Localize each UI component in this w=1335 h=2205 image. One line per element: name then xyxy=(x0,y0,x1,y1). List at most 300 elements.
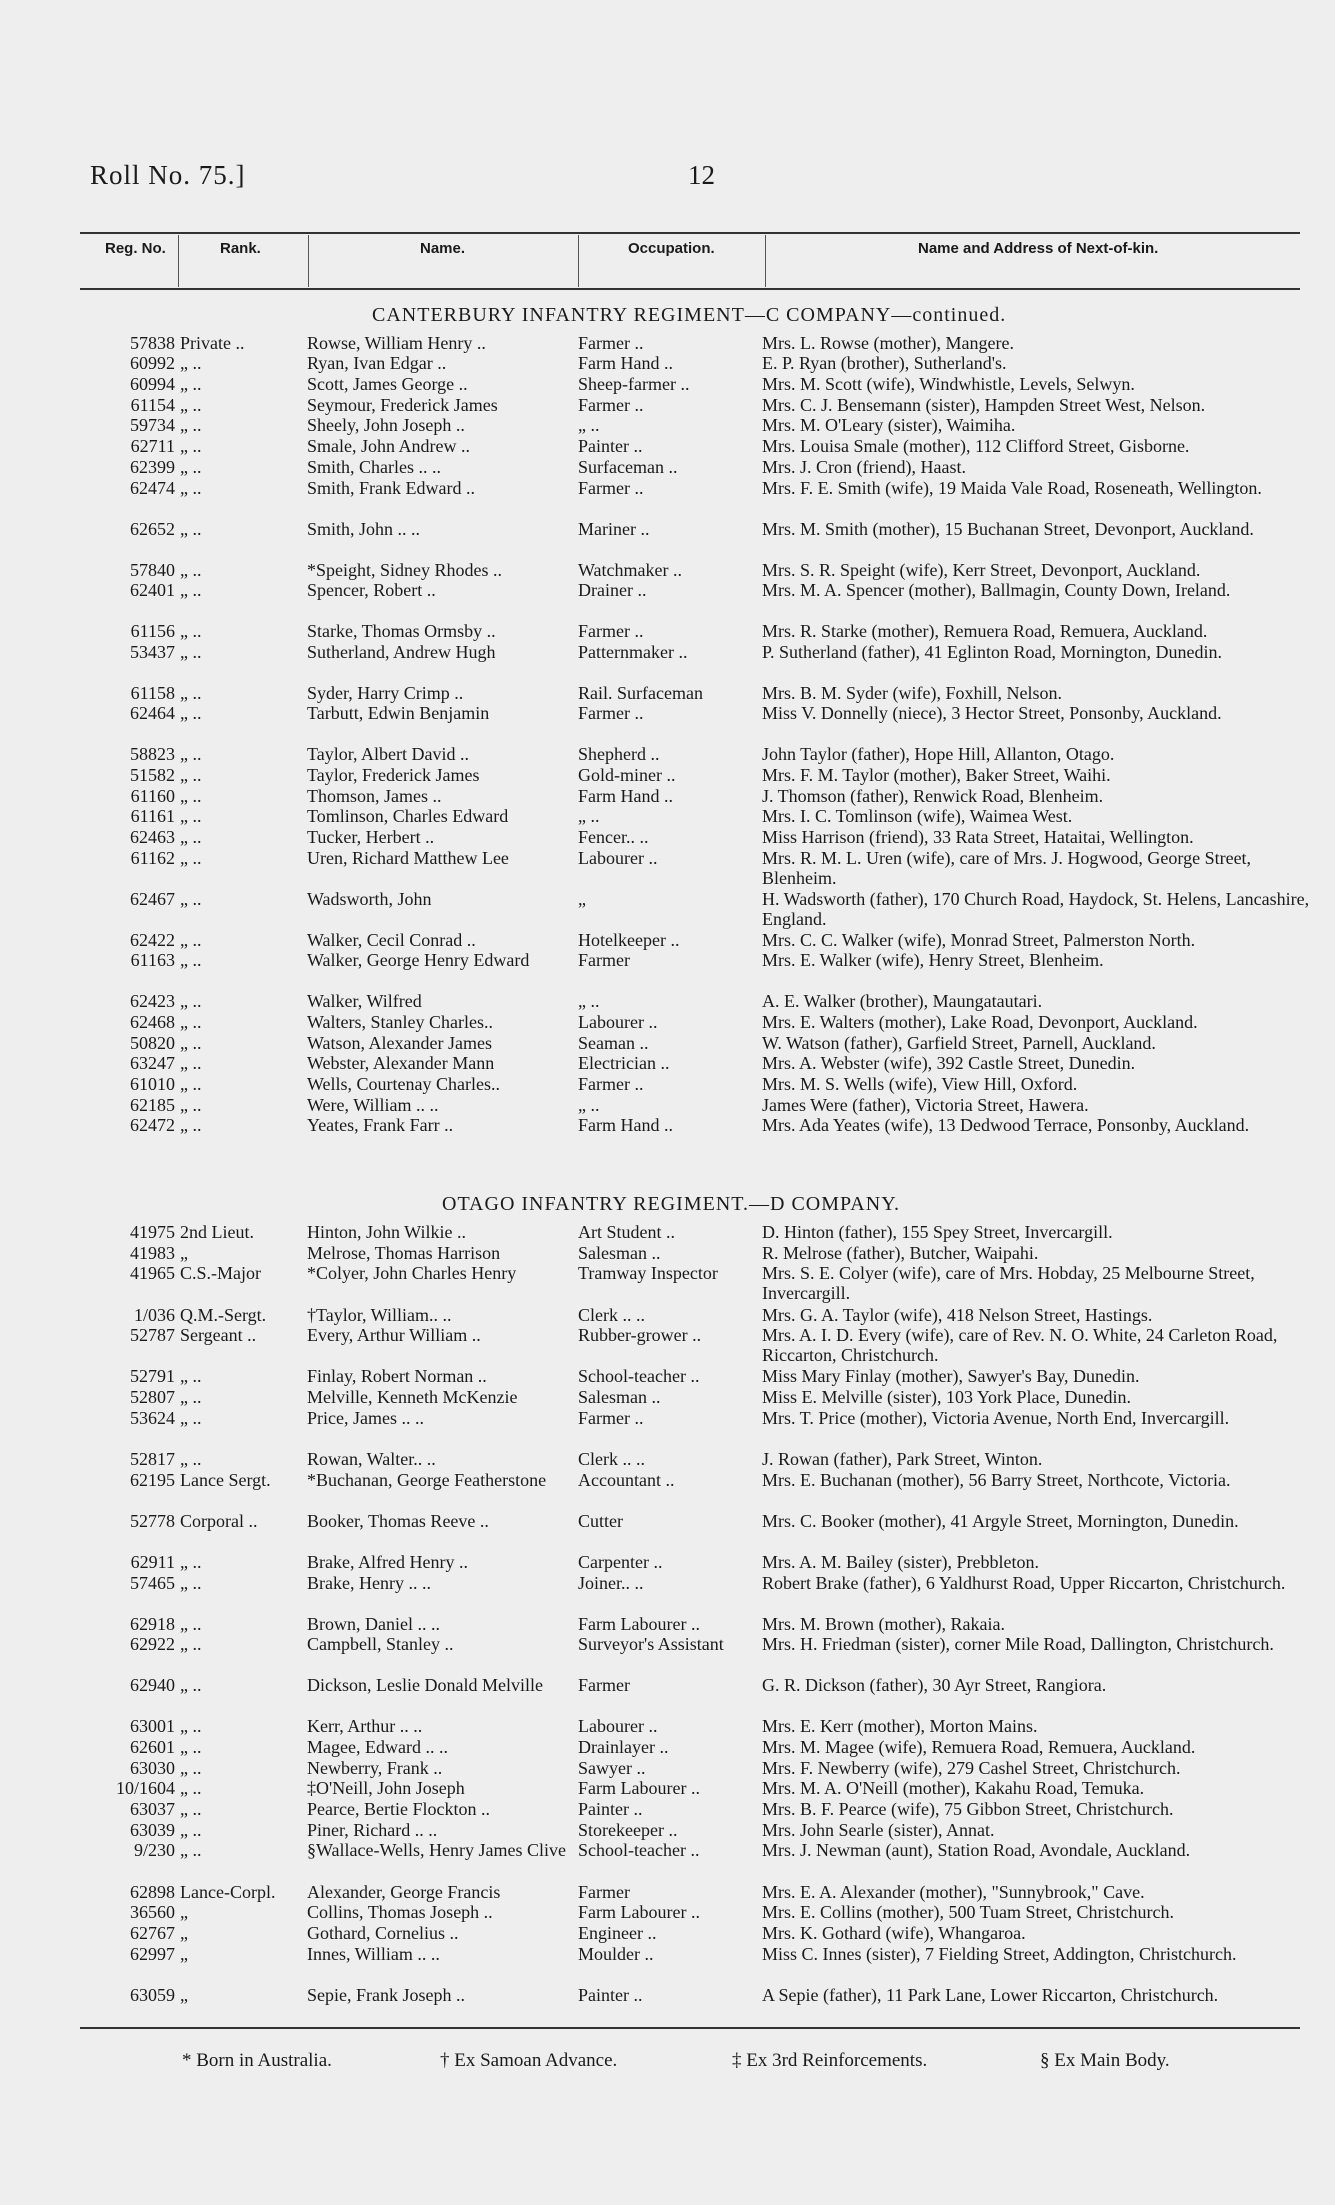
reg-number: 41975 xyxy=(130,1222,175,1242)
soldier-name: Starke, Thomas Ormsby .. xyxy=(307,621,496,641)
rank: „ .. xyxy=(180,889,202,909)
reg-number: 61160 xyxy=(130,786,175,806)
reg-number: 62601 xyxy=(130,1737,175,1757)
reg-number: 62922 xyxy=(130,1634,175,1654)
soldier-name: Melrose, Thomas Harrison xyxy=(307,1243,501,1263)
reg-number: 52807 xyxy=(130,1387,175,1407)
next-of-kin: J. Thomson (father), Renwick Road, Blenheim. xyxy=(762,786,1104,806)
reg-number: 62940 xyxy=(130,1675,175,1695)
occupation: Farmer xyxy=(578,1882,630,1902)
next-of-kin: E. P. Ryan (brother), Sutherland's. xyxy=(762,353,1007,373)
occupation: Hotelkeeper .. xyxy=(578,930,680,950)
soldier-name: Watson, Alexander James xyxy=(307,1033,493,1053)
reg-number: 52817 xyxy=(130,1449,175,1469)
rank: „ .. xyxy=(180,1449,202,1469)
soldier-name: Walker, George Henry Edward xyxy=(307,950,530,970)
rank: „ .. xyxy=(180,1840,202,1860)
soldier-name: Syder, Harry Crimp .. xyxy=(307,683,464,703)
next-of-kin: Mrs. J. Cron (friend), Haast. xyxy=(762,457,966,477)
rank: „ .. xyxy=(180,1737,202,1757)
reg-number: 36560 xyxy=(130,1902,175,1922)
soldier-name: Were, William .. .. xyxy=(307,1095,439,1115)
occupation: Sawyer .. xyxy=(578,1758,646,1778)
rank: „ .. xyxy=(180,436,202,456)
next-of-kin: H. Wadsworth (father), 170 Church Road, Haydock, St. Helens, Lancashire, England. xyxy=(762,889,1310,929)
rank: „ .. xyxy=(180,1716,202,1736)
soldier-name: Smith, John .. .. xyxy=(307,519,421,539)
rank: Corporal .. xyxy=(180,1511,258,1531)
soldier-name: Gothard, Cornelius .. xyxy=(307,1923,459,1943)
occupation: Storekeeper .. xyxy=(578,1820,678,1840)
section-title-otago: OTAGO INFANTRY REGIMENT.—D COMPANY. xyxy=(442,1193,901,1215)
rank: Sergeant .. xyxy=(180,1325,257,1345)
soldier-name: Taylor, Frederick James xyxy=(307,765,480,785)
rank: „ .. xyxy=(180,786,202,806)
occupation: Farmer xyxy=(578,950,630,970)
soldier-name: Pearce, Bertie Flockton .. xyxy=(307,1799,490,1819)
soldier-name: Tucker, Herbert .. xyxy=(307,827,435,847)
rank: „ .. xyxy=(180,1573,202,1593)
soldier-name: Campbell, Stanley .. xyxy=(307,1634,454,1654)
reg-number: 57840 xyxy=(130,560,175,580)
rank: „ .. xyxy=(180,765,202,785)
occupation: Accountant .. xyxy=(578,1470,675,1490)
soldier-name: Wadsworth, John xyxy=(307,889,432,909)
reg-number: 62898 xyxy=(130,1882,175,1902)
rank: „ .. xyxy=(180,1387,202,1407)
next-of-kin: Miss C. Innes (sister), 7 Fielding Street, Addington, Christchurch. xyxy=(762,1944,1237,1964)
soldier-name: Finlay, Robert Norman .. xyxy=(307,1366,487,1386)
next-of-kin: Miss Harrison (friend), 33 Rata Street, Hataitai, Wellington. xyxy=(762,827,1194,847)
rank: „ .. xyxy=(180,1095,202,1115)
soldier-name: Piner, Richard .. .. xyxy=(307,1820,438,1840)
rank: Q.M.-Sergt. xyxy=(180,1305,267,1325)
soldier-name: *Speight, Sidney Rhodes .. xyxy=(307,560,503,580)
soldier-name: Ryan, Ivan Edgar .. xyxy=(307,353,447,373)
rank: C.S.-Major xyxy=(180,1263,261,1283)
rank: „ .. xyxy=(180,415,202,435)
soldier-name: Smith, Charles .. .. xyxy=(307,457,441,477)
next-of-kin: Mrs. F. Newberry (wife), 279 Cashel Street, Christchurch. xyxy=(762,1758,1181,1778)
reg-number: 62918 xyxy=(130,1614,175,1634)
next-of-kin: Robert Brake (father), 6 Yaldhurst Road, Upper Riccarton, Christchurch. xyxy=(762,1573,1286,1593)
reg-number: 61154 xyxy=(130,395,175,415)
next-of-kin: Mrs. G. A. Taylor (wife), 418 Nelson Street, Hastings. xyxy=(762,1305,1153,1325)
next-of-kin: Mrs. Louisa Smale (mother), 112 Clifford Street, Gisborne. xyxy=(762,436,1190,456)
next-of-kin: Miss V. Donnelly (niece), 3 Hector Street, Ponsonby, Auckland. xyxy=(762,703,1222,723)
occupation: Farmer .. xyxy=(578,333,644,353)
reg-number: 62997 xyxy=(130,1944,175,1964)
next-of-kin: Mrs. H. Friedman (sister), corner Mile Road, Dallington, Christchurch. xyxy=(762,1634,1274,1654)
next-of-kin: Mrs. M. O'Leary (sister), Waimiha. xyxy=(762,415,1016,435)
next-of-kin: Mrs. A. Webster (wife), 392 Castle Street, Dunedin. xyxy=(762,1053,1136,1073)
reg-number: 61156 xyxy=(130,621,175,641)
rank: „ .. xyxy=(180,1799,202,1819)
rank: „ .. xyxy=(180,1634,202,1654)
occupation: Farm Labourer .. xyxy=(578,1614,700,1634)
soldier-name: Booker, Thomas Reeve .. xyxy=(307,1511,489,1531)
soldier-name: Brake, Alfred Henry .. xyxy=(307,1552,468,1572)
soldier-name: Innes, William .. .. xyxy=(307,1944,440,1964)
reg-number: 62422 xyxy=(130,930,175,950)
next-of-kin: Mrs. T. Price (mother), Victoria Avenue, North End, Invercargill. xyxy=(762,1408,1230,1428)
soldier-name: Seymour, Frederick James xyxy=(307,395,498,415)
occupation: Rail. Surfaceman xyxy=(578,683,703,703)
occupation: Farmer .. xyxy=(578,395,644,415)
occupation: Carpenter .. xyxy=(578,1552,663,1572)
reg-number: 61162 xyxy=(130,848,175,868)
reg-number: 51582 xyxy=(130,765,175,785)
soldier-name: Rowse, William Henry .. xyxy=(307,333,486,353)
next-of-kin: Mrs. B. M. Syder (wife), Foxhill, Nelson. xyxy=(762,683,1062,703)
next-of-kin: Mrs. I. C. Tomlinson (wife), Waimea West. xyxy=(762,806,1073,826)
column-divider xyxy=(578,235,579,287)
next-of-kin: Mrs. E. Buchanan (mother), 56 Barry Street, Northcote, Victoria. xyxy=(762,1470,1231,1490)
soldier-name: Walters, Stanley Charles.. xyxy=(307,1012,494,1032)
rank: Private .. xyxy=(180,333,245,353)
occupation: Joiner.. .. xyxy=(578,1573,644,1593)
rank: „ .. xyxy=(180,1074,202,1094)
reg-number: 63247 xyxy=(130,1053,175,1073)
rank: „ .. xyxy=(180,1012,202,1032)
occupation: Labourer .. xyxy=(578,1716,658,1736)
next-of-kin: Mrs. M. A. Spencer (mother), Ballmagin, County Down, Ireland. xyxy=(762,580,1231,600)
occupation: Surfaceman .. xyxy=(578,457,678,477)
soldier-name: Yeates, Frank Farr .. xyxy=(307,1115,454,1135)
occupation: Clerk .. .. xyxy=(578,1449,645,1469)
occupation: School-teacher .. xyxy=(578,1366,700,1386)
reg-number: 62399 xyxy=(130,457,175,477)
column-divider xyxy=(765,235,766,287)
rank: „ .. xyxy=(180,353,202,373)
next-of-kin: W. Watson (father), Garfield Street, Parnell, Auckland. xyxy=(762,1033,1156,1053)
occupation: Farmer .. xyxy=(578,621,644,641)
rank: „ .. xyxy=(180,1053,202,1073)
occupation: Engineer .. xyxy=(578,1923,657,1943)
reg-number: 62474 xyxy=(130,478,175,498)
occupation: Painter .. xyxy=(578,1985,643,2005)
next-of-kin: Mrs. John Searle (sister), Annat. xyxy=(762,1820,995,1840)
rank: „ .. xyxy=(180,1408,202,1428)
next-of-kin: D. Hinton (father), 155 Spey Street, Invercargill. xyxy=(762,1222,1113,1242)
reg-number: 52778 xyxy=(130,1511,175,1531)
occupation: Tramway Inspector xyxy=(578,1263,718,1283)
rank: „ .. xyxy=(180,1366,202,1386)
next-of-kin: Mrs. A. I. D. Every (wife), care of Rev. N. O. White, 24 Carleton Road, Riccarton, Christchurch. xyxy=(762,1325,1278,1365)
next-of-kin: Mrs. C. J. Bensemann (sister), Hampden Street West, Nelson. xyxy=(762,395,1206,415)
rank: „ .. xyxy=(180,457,202,477)
next-of-kin: Mrs. F. M. Taylor (mother), Baker Street, Waihi. xyxy=(762,765,1111,785)
occupation: Gold-miner .. xyxy=(578,765,676,785)
occupation: Cutter xyxy=(578,1511,623,1531)
occupation: Sheep-farmer .. xyxy=(578,374,690,394)
soldier-name: Tomlinson, Charles Edward xyxy=(307,806,509,826)
reg-number: 61161 xyxy=(130,806,175,826)
next-of-kin: Miss E. Melville (sister), 103 York Place, Dunedin. xyxy=(762,1387,1131,1407)
rank: „ .. xyxy=(180,1552,202,1572)
roll-number: Roll No. 75.] xyxy=(90,160,246,190)
next-of-kin: Mrs. F. E. Smith (wife), 19 Maida Vale Road, Roseneath, Wellington. xyxy=(762,478,1262,498)
rank: „ .. xyxy=(180,950,202,970)
header-rule-top xyxy=(80,232,1300,234)
soldier-name: Rowan, Walter.. .. xyxy=(307,1449,436,1469)
soldier-name: Smith, Frank Edward .. xyxy=(307,478,475,498)
next-of-kin: Mrs. M. Magee (wife), Remuera Road, Remuera, Auckland. xyxy=(762,1737,1196,1757)
occupation: Seaman .. xyxy=(578,1033,649,1053)
soldier-name: Uren, Richard Matthew Lee xyxy=(307,848,509,868)
soldier-name: Alexander, George Francis xyxy=(307,1882,501,1902)
occupation: Farmer .. xyxy=(578,1408,644,1428)
footnote-3rd-reinforcements: ‡ Ex 3rd Reinforcements. xyxy=(732,2050,928,2071)
rank: „ .. xyxy=(180,930,202,950)
rank: „ xyxy=(180,1902,188,1922)
next-of-kin: Mrs. R. Starke (mother), Remuera Road, Remuera, Auckland. xyxy=(762,621,1208,641)
next-of-kin: Mrs. M. Brown (mother), Rakaia. xyxy=(762,1614,1005,1634)
next-of-kin: Mrs. E. Walters (mother), Lake Road, Devonport, Auckland. xyxy=(762,1012,1198,1032)
reg-number: 52787 xyxy=(130,1325,175,1345)
rank: „ .. xyxy=(180,478,202,498)
rank: 2nd Lieut. xyxy=(180,1222,254,1242)
rank: „ .. xyxy=(180,806,202,826)
next-of-kin: Mrs. E. Kerr (mother), Morton Mains. xyxy=(762,1716,1038,1736)
reg-number: 62652 xyxy=(130,519,175,539)
occupation: Fencer.. .. xyxy=(578,827,649,847)
occupation: Farm Labourer .. xyxy=(578,1902,700,1922)
reg-number: 57465 xyxy=(130,1573,175,1593)
next-of-kin: Miss Mary Finlay (mother), Sawyer's Bay, Dunedin. xyxy=(762,1366,1140,1386)
rank: „ .. xyxy=(180,519,202,539)
next-of-kin: P. Sutherland (father), 41 Eglinton Road, Mornington, Dunedin. xyxy=(762,642,1222,662)
soldier-name: *Colyer, John Charles Henry xyxy=(307,1263,517,1283)
footnote-main-body: § Ex Main Body. xyxy=(1040,2050,1170,2071)
soldier-name: Spencer, Robert .. xyxy=(307,580,436,600)
soldier-name: Sutherland, Andrew Hugh xyxy=(307,642,496,662)
footer-rule xyxy=(80,2027,1300,2029)
reg-number: 63059 xyxy=(130,1985,175,2005)
occupation: Painter .. xyxy=(578,1799,643,1819)
soldier-name: Dickson, Leslie Donald Melville xyxy=(307,1675,543,1695)
next-of-kin: Mrs. S. E. Colyer (wife), care of Mrs. Hobday, 25 Melbourne Street, Invercargill. xyxy=(762,1263,1255,1303)
occupation: Farmer .. xyxy=(578,478,644,498)
occupation: Farm Labourer .. xyxy=(578,1778,700,1798)
soldier-name: Collins, Thomas Joseph .. xyxy=(307,1902,493,1922)
occupation: Surveyor's Assistant xyxy=(578,1634,724,1654)
soldier-name: ‡O'Neill, John Joseph xyxy=(307,1778,465,1798)
reg-number: 62401 xyxy=(130,580,175,600)
soldier-name: Wells, Courtenay Charles.. xyxy=(307,1074,501,1094)
soldier-name: Hinton, John Wilkie .. xyxy=(307,1222,466,1242)
soldier-name: Every, Arthur William .. xyxy=(307,1325,481,1345)
column-header-occupation: Occupation. xyxy=(628,240,715,257)
occupation: Watchmaker .. xyxy=(578,560,683,580)
rank: „ xyxy=(180,1923,188,1943)
next-of-kin: Mrs. Ada Yeates (wife), 13 Dedwood Terrace, Ponsonby, Auckland. xyxy=(762,1115,1250,1135)
occupation: Salesman .. xyxy=(578,1243,661,1263)
occupation: Electrician .. xyxy=(578,1053,670,1073)
soldier-name: *Buchanan, George Featherstone xyxy=(307,1470,547,1490)
reg-number: 62423 xyxy=(130,991,175,1011)
reg-number: 9/230 xyxy=(133,1840,175,1860)
header-rule-bottom xyxy=(80,288,1300,290)
footnote-born-australia: * Born in Australia. xyxy=(182,2050,332,2071)
rank: „ .. xyxy=(180,560,202,580)
soldier-name: Melville, Kenneth McKenzie xyxy=(307,1387,518,1407)
rank: „ .. xyxy=(180,1820,202,1840)
column-header-next-of-kin: Name and Address of Next-of-kin. xyxy=(918,240,1159,257)
occupation: Farm Hand .. xyxy=(578,1115,673,1135)
reg-number: 50820 xyxy=(130,1033,175,1053)
reg-number: 61163 xyxy=(130,950,175,970)
column-divider xyxy=(308,235,309,287)
occupation: Salesman .. xyxy=(578,1387,661,1407)
reg-number: 62467 xyxy=(130,889,175,909)
rank: „ .. xyxy=(180,374,202,394)
reg-number: 61158 xyxy=(130,683,175,703)
occupation: Labourer .. xyxy=(578,1012,658,1032)
occupation: „ .. xyxy=(578,806,600,826)
next-of-kin: Mrs. L. Rowse (mother), Mangere. xyxy=(762,333,1014,353)
occupation: Clerk .. .. xyxy=(578,1305,645,1325)
occupation: Farmer .. xyxy=(578,703,644,723)
soldier-name: Webster, Alexander Mann xyxy=(307,1053,495,1073)
reg-number: 1/036 xyxy=(133,1305,175,1325)
soldier-name: Brake, Henry .. .. xyxy=(307,1573,431,1593)
next-of-kin: Mrs. S. R. Speight (wife), Kerr Street, Devonport, Auckland. xyxy=(762,560,1201,580)
occupation: „ .. xyxy=(578,991,600,1011)
occupation: „ .. xyxy=(578,415,600,435)
occupation: Farm Hand .. xyxy=(578,353,673,373)
rank: „ .. xyxy=(180,744,202,764)
rank: „ .. xyxy=(180,621,202,641)
rank: Lance Sergt. xyxy=(180,1470,271,1490)
rank: „ .. xyxy=(180,827,202,847)
section-title-canterbury: CANTERBURY INFANTRY REGIMENT—C COMPANY—continued. xyxy=(372,304,1007,326)
next-of-kin: Mrs. M. Scott (wife), Windwhistle, Levels, Selwyn. xyxy=(762,374,1135,394)
rank: „ xyxy=(180,1243,188,1263)
occupation: Farmer .. xyxy=(578,1074,644,1094)
occupation: Patternmaker .. xyxy=(578,642,688,662)
occupation: „ .. xyxy=(578,1095,600,1115)
soldier-name: †Taylor, William.. .. xyxy=(307,1305,452,1325)
column-divider xyxy=(178,235,179,287)
reg-number: 62468 xyxy=(130,1012,175,1032)
soldier-name: Sepie, Frank Joseph .. xyxy=(307,1985,465,2005)
reg-number: 62195 xyxy=(130,1470,175,1490)
rank: „ .. xyxy=(180,683,202,703)
occupation: Rubber-grower .. xyxy=(578,1325,702,1345)
rank: „ .. xyxy=(180,642,202,662)
occupation: Mariner .. xyxy=(578,519,650,539)
next-of-kin: Mrs. J. Newman (aunt), Station Road, Avondale, Auckland. xyxy=(762,1840,1191,1860)
next-of-kin: Mrs. M. Smith (mother), 15 Buchanan Street, Devonport, Auckland. xyxy=(762,519,1254,539)
soldier-name: Walker, Cecil Conrad .. xyxy=(307,930,476,950)
soldier-name: Newberry, Frank .. xyxy=(307,1758,443,1778)
occupation: School-teacher .. xyxy=(578,1840,700,1860)
rank: „ .. xyxy=(180,395,202,415)
next-of-kin: Mrs. R. M. L. Uren (wife), care of Mrs. J. Hogwood, George Street, Blenheim. xyxy=(762,848,1252,888)
rank: „ xyxy=(180,1985,188,2005)
reg-number: 59734 xyxy=(130,415,175,435)
next-of-kin: John Taylor (father), Hope Hill, Allanton, Otago. xyxy=(762,744,1115,764)
soldier-name: Smale, John Andrew .. xyxy=(307,436,470,456)
column-header-reg: Reg. No. xyxy=(105,240,166,257)
next-of-kin: Mrs. E. A. Alexander (mother), "Sunnybrook," Cave. xyxy=(762,1882,1145,1902)
reg-number: 62464 xyxy=(130,703,175,723)
next-of-kin: James Were (father), Victoria Street, Hawera. xyxy=(762,1095,1089,1115)
reg-number: 63001 xyxy=(130,1716,175,1736)
reg-number: 41965 xyxy=(130,1263,175,1283)
next-of-kin: A Sepie (father), 11 Park Lane, Lower Riccarton, Christchurch. xyxy=(762,1985,1219,2005)
reg-number: 57838 xyxy=(130,333,175,353)
reg-number: 62911 xyxy=(130,1552,175,1572)
rank: „ xyxy=(180,1944,188,1964)
rank: „ .. xyxy=(180,703,202,723)
next-of-kin: Mrs. B. F. Pearce (wife), 75 Gibbon Street, Christchurch. xyxy=(762,1799,1174,1819)
occupation: Farm Hand .. xyxy=(578,786,673,806)
reg-number: 60994 xyxy=(130,374,175,394)
occupation: „ xyxy=(578,889,586,909)
rank: „ .. xyxy=(180,1778,202,1798)
soldier-name: Sheely, John Joseph .. xyxy=(307,415,465,435)
reg-number: 63039 xyxy=(130,1820,175,1840)
occupation: Labourer .. xyxy=(578,848,658,868)
reg-number: 62185 xyxy=(130,1095,175,1115)
rank: „ .. xyxy=(180,1675,202,1695)
reg-number: 62472 xyxy=(130,1115,175,1135)
rank: „ .. xyxy=(180,1758,202,1778)
soldier-name: Tarbutt, Edwin Benjamin xyxy=(307,703,490,723)
occupation: Painter .. xyxy=(578,436,643,456)
next-of-kin: G. R. Dickson (father), 30 Ayr Street, Rangiora. xyxy=(762,1675,1107,1695)
next-of-kin: Mrs. M. S. Wells (wife), View Hill, Oxford. xyxy=(762,1074,1078,1094)
soldier-name: Scott, James George .. xyxy=(307,374,468,394)
rank: „ .. xyxy=(180,991,202,1011)
reg-number: 52791 xyxy=(130,1366,175,1386)
soldier-name: Kerr, Arthur .. .. xyxy=(307,1716,423,1736)
occupation: Drainlayer .. xyxy=(578,1737,669,1757)
reg-number: 53437 xyxy=(130,642,175,662)
rank: „ .. xyxy=(180,1033,202,1053)
reg-number: 62767 xyxy=(130,1923,175,1943)
rank: „ .. xyxy=(180,848,202,868)
page-number: 12 xyxy=(688,160,715,190)
footnote-samoan-advance: † Ex Samoan Advance. xyxy=(440,2050,618,2071)
reg-number: 53624 xyxy=(130,1408,175,1428)
reg-number: 61010 xyxy=(130,1074,175,1094)
occupation: Art Student .. xyxy=(578,1222,675,1242)
next-of-kin: Mrs. K. Gothard (wife), Whangaroa. xyxy=(762,1923,1026,1943)
next-of-kin: R. Melrose (father), Butcher, Waipahi. xyxy=(762,1243,1039,1263)
column-header-rank: Rank. xyxy=(220,240,261,257)
soldier-name: §Wallace-Wells, Henry James Clive xyxy=(307,1840,567,1860)
next-of-kin: J. Rowan (father), Park Street, Winton. xyxy=(762,1449,1043,1469)
reg-number: 62711 xyxy=(130,436,175,456)
rank: Lance-Corpl. xyxy=(180,1882,276,1902)
occupation: Moulder .. xyxy=(578,1944,654,1964)
soldier-name: Thomson, James .. xyxy=(307,786,442,806)
next-of-kin: Mrs. E. Walker (wife), Henry Street, Blenheim. xyxy=(762,950,1104,970)
soldier-name: Taylor, Albert David .. xyxy=(307,744,469,764)
reg-number: 41983 xyxy=(130,1243,175,1263)
rank: „ .. xyxy=(180,1115,202,1135)
reg-number: 60992 xyxy=(130,353,175,373)
occupation: Drainer .. xyxy=(578,580,647,600)
soldier-name: Magee, Edward .. .. xyxy=(307,1737,448,1757)
reg-number: 63030 xyxy=(130,1758,175,1778)
reg-number: 58823 xyxy=(130,744,175,764)
rank: „ .. xyxy=(180,1614,202,1634)
reg-number: 63037 xyxy=(130,1799,175,1819)
